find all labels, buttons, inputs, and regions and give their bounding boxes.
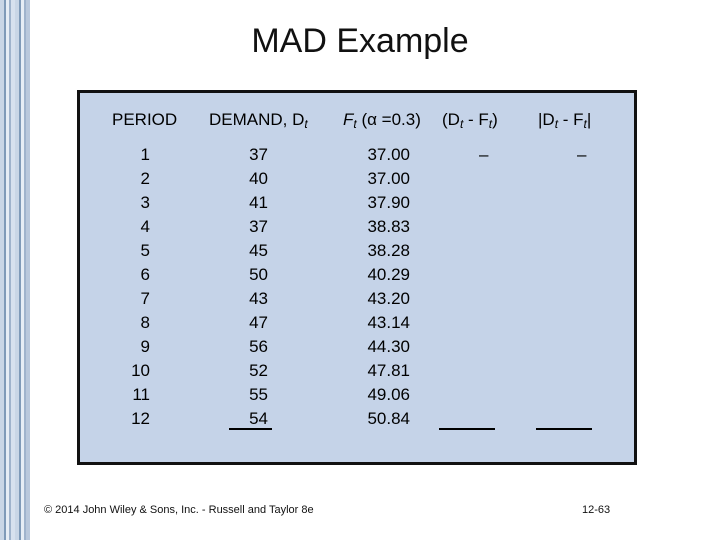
slide-title: MAD Example: [251, 22, 469, 60]
period-cell: 9: [140, 337, 150, 356]
period-cell: 10: [131, 361, 150, 380]
header-abs-sub1: t: [554, 117, 559, 131]
period-cell: 3: [140, 193, 150, 212]
abs-error-first-dash: –: [577, 145, 587, 164]
period-cell: 2: [140, 169, 150, 188]
header-abs-open: |D: [538, 110, 555, 129]
column-period: [118, 143, 150, 431]
header-period: PERIOD: [112, 110, 178, 129]
period-cell: 1: [140, 145, 150, 164]
demand-cell: 47: [249, 313, 268, 332]
period-cell: 5: [140, 241, 150, 260]
header-error-mid: - F: [463, 110, 489, 129]
header-abs-mid: - F: [558, 110, 584, 129]
header-abs-error: [538, 108, 591, 136]
abs-error-sum-rule: [536, 428, 592, 430]
decorative-side-stripes: [0, 0, 30, 540]
copyright-footer: © 2014 John Wiley & Sons, Inc. - Russell and Taylor 8e: [44, 504, 314, 516]
forecast-cell: 47.81: [367, 361, 410, 380]
header-forecast: [343, 108, 421, 136]
forecast-cell: 37.00: [367, 169, 410, 188]
demand-cell: 50: [249, 265, 268, 284]
header-forecast-subscript: t: [353, 117, 357, 131]
forecast-cell: 38.83: [367, 217, 410, 236]
demand-cell: 37: [249, 145, 268, 164]
header-error-sub2: t: [488, 117, 493, 131]
demand-cell: 54: [249, 409, 268, 428]
header-demand-subscript: t: [304, 117, 308, 131]
demand-cell: 45: [249, 241, 268, 260]
header-abs-close: |: [586, 110, 592, 129]
error-first-dash: –: [479, 145, 489, 164]
forecast-cell: 43.14: [367, 313, 410, 332]
header-forecast-f: F: [343, 110, 354, 129]
header-abs-sub2: t: [583, 117, 587, 131]
header-forecast-alpha: (α =0.3): [356, 110, 421, 129]
column-demand: [238, 143, 268, 431]
header-error-open: (D: [442, 110, 460, 129]
period-cell: 12: [131, 409, 150, 428]
demand-cell: 55: [249, 385, 268, 404]
period-cell: 4: [140, 217, 150, 236]
demand-cell: 43: [249, 289, 268, 308]
forecast-cell: 44.30: [367, 337, 410, 356]
forecast-cell: 43.20: [367, 289, 410, 308]
demand-sum-rule: [229, 428, 272, 430]
demand-cell: 40: [249, 169, 268, 188]
header-error-sub1: t: [459, 117, 464, 131]
forecast-cell: 40.29: [367, 265, 410, 284]
column-forecast: [360, 143, 410, 431]
demand-cell: 56: [249, 337, 268, 356]
demand-cell: 41: [249, 193, 268, 212]
forecast-cell: 37.00: [367, 145, 410, 164]
forecast-cell: 50.84: [367, 409, 410, 428]
demand-cell: 52: [249, 361, 268, 380]
forecast-cell: 37.90: [367, 193, 410, 212]
period-cell: 11: [132, 385, 150, 404]
forecast-cell: 49.06: [367, 385, 410, 404]
period-cell: 8: [140, 313, 150, 332]
header-error: [442, 108, 498, 136]
period-cell: 6: [140, 265, 150, 284]
forecast-cell: 38.28: [367, 241, 410, 260]
slide-number: 12-63: [582, 504, 611, 516]
header-demand: [209, 108, 308, 136]
header-error-close: ): [492, 110, 498, 129]
error-sum-rule: [439, 428, 495, 430]
demand-cell: 37: [249, 217, 268, 236]
period-cell: 7: [140, 289, 150, 308]
header-demand-text: DEMAND, D: [209, 110, 305, 129]
table-panel: [77, 90, 637, 465]
